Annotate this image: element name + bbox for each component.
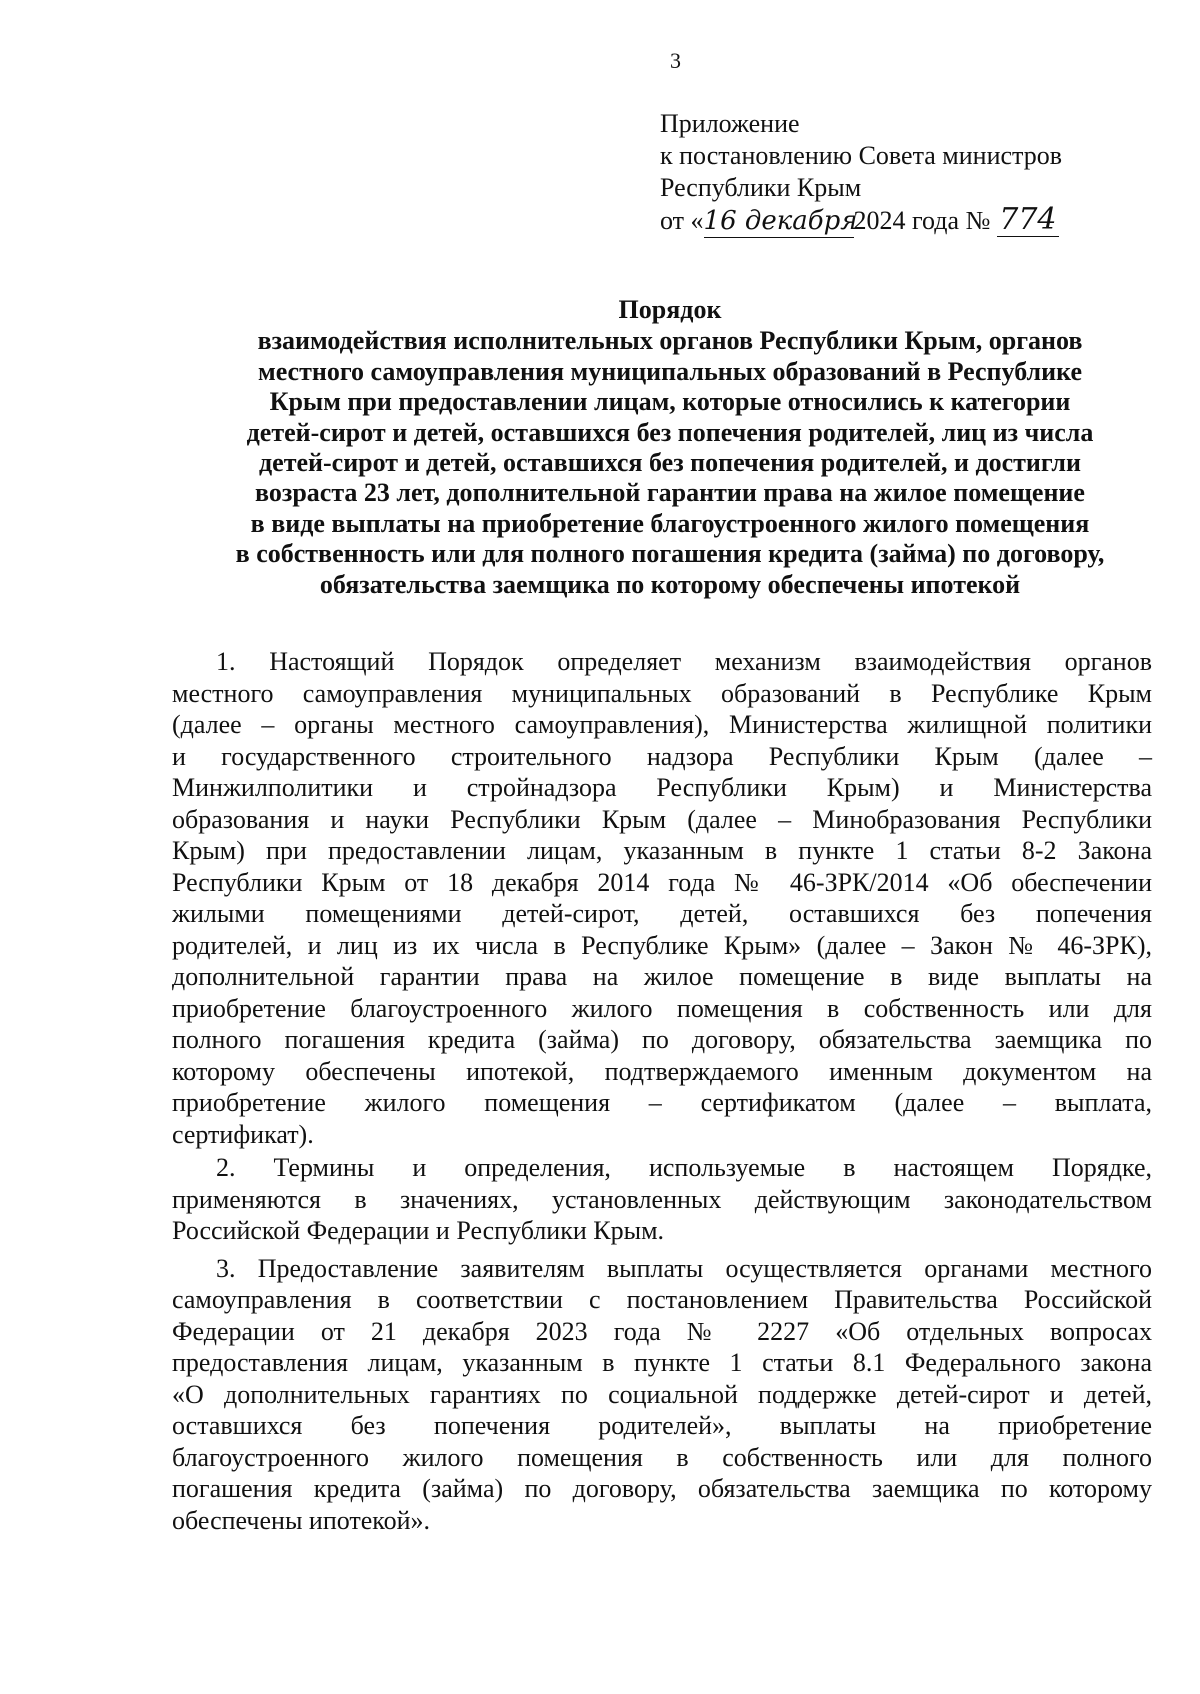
date-prefix: от «	[660, 206, 704, 235]
paragraph-line: Крым) при предоставлении лицам, указанным в пункте 1 статьи 8-2 Закона	[172, 836, 1152, 865]
appendix-block	[660, 108, 1062, 238]
paragraph-line: приобретение благоустроенного жилого помещения в собственность или для	[172, 993, 1152, 1023]
paragraph-line: Минжилполитики и стройнадзора Республики Крым) и Министерства	[172, 773, 1152, 802]
paragraph-line: 2. Термины и определения, используемые в настоящем Порядке,	[216, 1153, 1152, 1182]
appendix-date-line	[660, 204, 1062, 238]
paragraph-line: предоставления лицам, указанным в пункте 1 статьи 8.1 Федерального закона	[172, 1348, 1152, 1377]
appendix-title: Приложение	[660, 109, 800, 138]
title-line: Крым при предоставлении лицам, которые относились к категории	[269, 387, 1071, 417]
paragraph-line: родителей, и лиц из их числа в Республике Крым» (далее – Закон № 46-ЗРК),	[172, 930, 1152, 960]
title-line: в собственность или для полного погашения кредита (займа) по договору,	[235, 539, 1105, 569]
paragraph-line: Российской Федерации и Республики Крым.	[172, 1216, 665, 1245]
paragraph-line: которому обеспечены ипотекой, подтверждаемого именным документом на	[172, 1056, 1152, 1086]
title-heading: Порядок	[618, 295, 722, 324]
paragraph-line: местного самоуправления муниципальных образований в Республике Крым	[172, 678, 1152, 708]
paragraph-3	[172, 1253, 1152, 1537]
paragraph-line: и государственного строительного надзора Республики Крым (далее –	[172, 741, 1152, 771]
title-line: обязательства заемщика по которому обеспечены ипотекой	[319, 569, 1021, 599]
paragraph-line: (далее – органы местного самоуправления), Министерства жилищной политики	[172, 710, 1152, 739]
paragraph-line: образования и науки Республики Крым (далее – Минобразования Республики	[172, 804, 1152, 834]
handwritten-number: 774	[997, 204, 1059, 237]
title-line: местного самоуправления муниципальных образований в Республике	[257, 356, 1082, 386]
paragraph-line: применяются в значениях, установленных действующим законодательством	[172, 1184, 1152, 1214]
page-number: 3	[670, 48, 681, 73]
paragraph-line: Республики Крым от 18 декабря 2014 года № 46-ЗРК/2014 «Об обеспечении	[172, 867, 1152, 897]
paragraph-line: 1. Настоящий Порядок определяет механизм взаимодействия органов	[216, 647, 1152, 676]
document-body	[172, 646, 1152, 1536]
handwritten-date: 16 декабря	[703, 206, 858, 236]
title-line: детей-сирот и детей, оставшихся без попечения родителей, и достигли	[259, 448, 1081, 478]
paragraph-line: приобретение жилого помещения – сертификатом (далее – выплата,	[172, 1088, 1152, 1117]
title-line: взаимодействия исполнительных органов Республики Крым, органов	[257, 326, 1083, 356]
paragraph-line: «О дополнительных гарантиях по социальной поддержке детей-сирот и детей,	[172, 1379, 1152, 1409]
title-line: возраста 23 лет, дополнительной гарантии права на жилое помещение	[255, 478, 1085, 508]
paragraph-line: дополнительной гарантии права на жилое помещение в виде выплаты на	[172, 962, 1152, 991]
paragraph-1	[172, 646, 1152, 1150]
paragraph-line: полного погашения кредита (займа) по договору, обязательства заемщика по	[172, 1025, 1152, 1054]
paragraph-line: благоустроенного жилого помещения в собственность или для полного	[172, 1442, 1152, 1472]
paragraph-line: Федерации от 21 декабря 2023 года № 2227 «Об отдельных вопросах	[172, 1316, 1152, 1346]
paragraph-line: жилыми помещениями детей-сирот, детей, оставшихся без попечения	[172, 899, 1152, 928]
paragraph-line: оставшихся без попечения родителей», выплаты на приобретение	[172, 1411, 1152, 1440]
title-line: детей-сирот и детей, оставшихся без попечения родителей, лиц из числа	[246, 417, 1094, 447]
paragraph-line: сертификат).	[172, 1119, 314, 1149]
paragraph-line: обеспечены ипотекой».	[172, 1505, 431, 1535]
appendix-reference: к постановлению Совета министров	[660, 141, 1062, 170]
paragraph-line: 3. Предоставление заявителям выплаты осуществляется органами местного	[216, 1253, 1152, 1283]
paragraph-2	[172, 1152, 1152, 1247]
document-title	[170, 295, 1170, 600]
date-suffix: 2024 года №	[853, 206, 991, 235]
appendix-republic: Республики Крым	[660, 173, 862, 202]
paragraph-line: самоуправления в соответствии с постановлением Правительства Российской	[172, 1285, 1152, 1314]
title-line: в виде выплаты на приобретение благоустроенного жилого помещения	[250, 508, 1090, 538]
paragraph-line: погашения кредита (займа) по договору, обязательства заемщика по которому	[172, 1474, 1152, 1503]
